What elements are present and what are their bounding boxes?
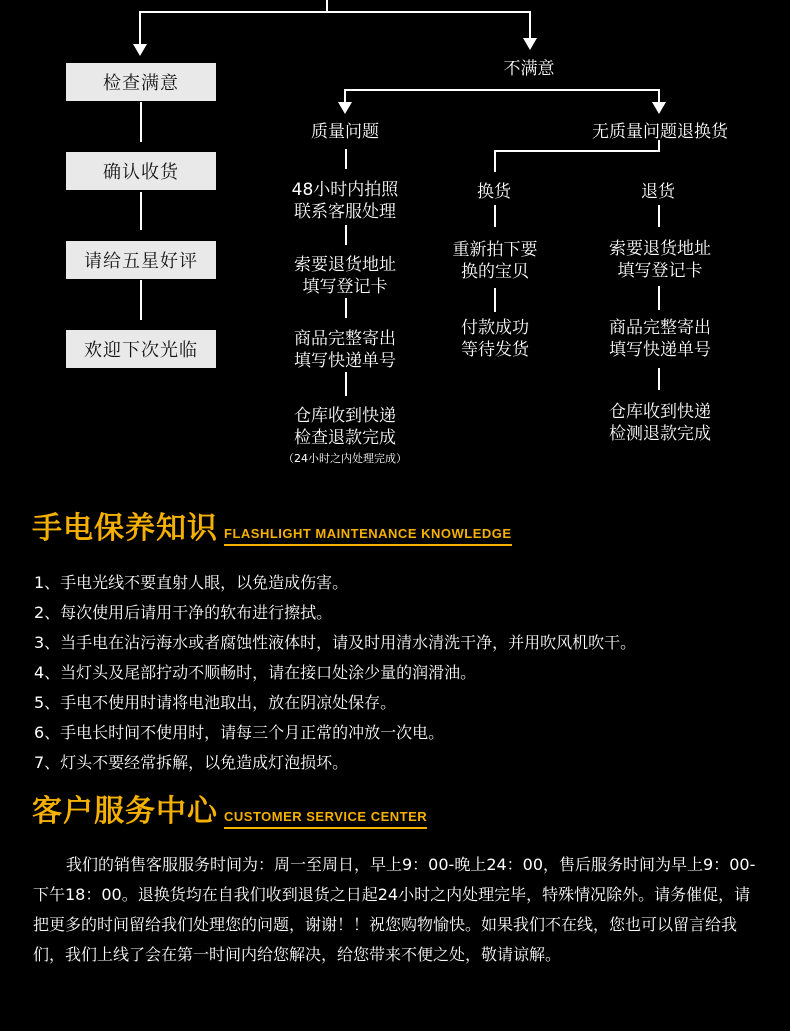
connector-line bbox=[345, 225, 347, 245]
connector-line bbox=[345, 372, 347, 396]
connector-line bbox=[344, 89, 660, 91]
step-line: 联系客服处理 bbox=[294, 202, 396, 222]
maintenance-list bbox=[34, 568, 636, 778]
step-line: 等待发货 bbox=[461, 340, 529, 360]
list-item: 3、当手电在沾污海水或者腐蚀性液体时，请及时用清水清洗干净，并用吹风机吹干。 bbox=[34, 633, 637, 652]
connector-line bbox=[139, 11, 141, 47]
list-item: 5、手电不使用时请将电池取出，放在阴凉处保存。 bbox=[34, 693, 397, 712]
step-box-check-satisfied: 检查满意 bbox=[66, 63, 216, 101]
service-heading bbox=[32, 795, 427, 829]
list-item: 7、灯头不要经常拆解，以免造成灯泡损坏。 bbox=[34, 753, 349, 772]
connector-line bbox=[494, 150, 496, 172]
step-line: 48小时内拍照 bbox=[291, 180, 399, 200]
step-line: 检查退款完成 bbox=[294, 428, 396, 448]
step-line: 重新拍下要 bbox=[452, 240, 538, 260]
step-line: 仓库收到快递 bbox=[609, 402, 711, 422]
quality-step-4 bbox=[270, 405, 420, 449]
quality-note: （24小时之内处理完成） bbox=[283, 452, 407, 465]
step-line: 付款成功 bbox=[461, 318, 529, 338]
arrow-down-icon bbox=[523, 38, 537, 50]
quality-step-3 bbox=[270, 328, 420, 372]
service-title-cn: 客户服务中心 bbox=[32, 794, 218, 829]
maintenance-heading bbox=[32, 512, 512, 546]
step-line: 填写快递单号 bbox=[294, 351, 396, 371]
connector-line bbox=[658, 368, 660, 390]
quality-step-1 bbox=[270, 179, 420, 223]
connector-line bbox=[345, 149, 347, 169]
connector-line bbox=[658, 286, 660, 310]
label-unsatisfied: 不满意 bbox=[503, 59, 555, 79]
label-quality-issue: 质量问题 bbox=[311, 122, 379, 142]
list-item: 4、当灯头及尾部拧动不顺畅时，请在接口处涂少量的润滑油。 bbox=[34, 663, 477, 682]
exchange-step-1 bbox=[430, 239, 560, 283]
step-line: 填写快递单号 bbox=[609, 340, 711, 360]
list-item: 6、手电长时间不使用时，请每三个月正常的冲放一次电。 bbox=[34, 723, 445, 742]
connector-line bbox=[494, 205, 496, 227]
label-exchange: 换货 bbox=[477, 182, 511, 202]
arrow-down-icon bbox=[652, 102, 666, 114]
maintenance-title-en: FLASHLIGHT MAINTENANCE KNOWLEDGE bbox=[224, 526, 512, 546]
label-no-quality-return: 无质量问题退换货 bbox=[592, 122, 728, 142]
connector-line bbox=[494, 288, 496, 312]
label-refund: 退货 bbox=[641, 182, 675, 202]
step-line: 检测退款完成 bbox=[609, 424, 711, 444]
list-item: 1、手电光线不要直射人眼，以免造成伤害。 bbox=[34, 573, 349, 592]
step-box-welcome-back: 欢迎下次光临 bbox=[66, 330, 216, 368]
step-box-confirm-receipt: 确认收货 bbox=[66, 152, 216, 190]
refund-step-3 bbox=[585, 401, 735, 445]
arrow-down-icon bbox=[133, 44, 147, 56]
service-title-en: CUSTOMER SERVICE CENTER bbox=[224, 809, 427, 829]
exchange-step-2 bbox=[430, 317, 560, 361]
step-line: 填写登记卡 bbox=[302, 277, 388, 297]
step-line: 仓库收到快递 bbox=[294, 406, 396, 426]
step-line: 商品完整寄出 bbox=[294, 329, 396, 349]
step-line: 索要退货地址 bbox=[294, 255, 396, 275]
step-line: 商品完整寄出 bbox=[609, 318, 711, 338]
step-box-five-star-review: 请给五星好评 bbox=[66, 241, 216, 279]
arrow-down-icon bbox=[338, 102, 352, 114]
step-line: 索要退货地址 bbox=[609, 239, 711, 259]
maintenance-title-cn: 手电保养知识 bbox=[32, 511, 218, 546]
step-line: 填写登记卡 bbox=[617, 261, 703, 281]
connector-line bbox=[658, 205, 660, 227]
refund-step-2 bbox=[585, 317, 735, 361]
connector-line bbox=[140, 192, 142, 230]
connector-line bbox=[494, 150, 660, 152]
service-paragraph: 我们的销售客服服务时间为：周一至周日，早上9：00-晚上24：00，售后服务时间为早上9：00-下午18：00。退换货均在自我们收到退货之日起24小时之内处理完毕，特殊情况除外。请务催促，请把更多的时间留给我们处理您的问题，谢谢！！祝您购物愉快。如果我们不在线，您也可以留言给我们，我们上线了会在第一时间内给您解决，给您带来不便之处，敬请谅解。 bbox=[33, 855, 756, 964]
list-item: 2、每次使用后请用干净的软布进行擦拭。 bbox=[34, 603, 333, 622]
connector-line bbox=[140, 280, 142, 320]
connector-line bbox=[139, 11, 530, 13]
step-line: 换的宝贝 bbox=[461, 262, 529, 282]
quality-step-2 bbox=[270, 254, 420, 298]
refund-step-1 bbox=[585, 238, 735, 282]
connector-line bbox=[345, 298, 347, 318]
connector-line bbox=[140, 102, 142, 142]
connector-line bbox=[529, 11, 531, 41]
